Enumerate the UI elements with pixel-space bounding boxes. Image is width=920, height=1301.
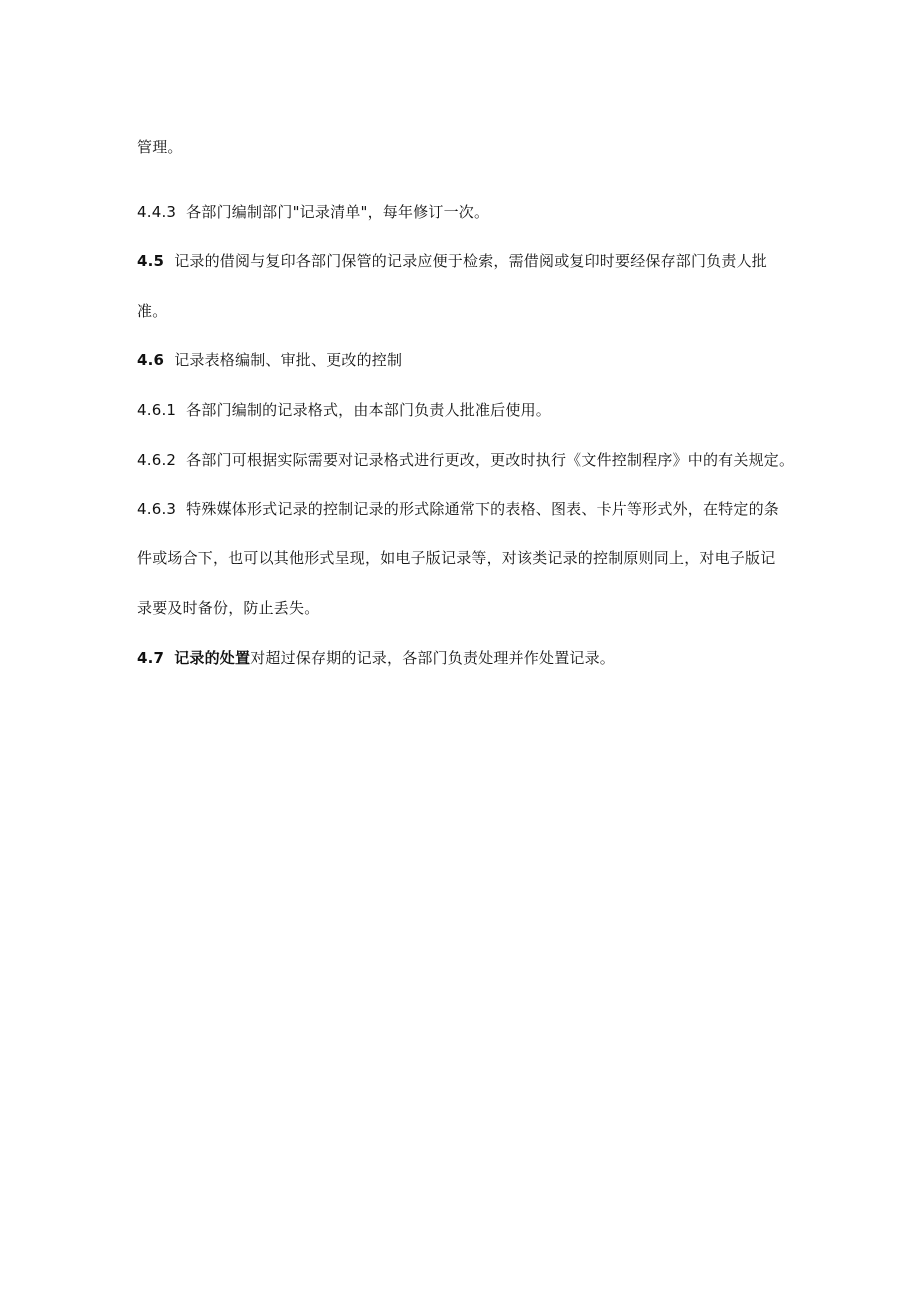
section-4-6 bbox=[137, 349, 797, 371]
section-number: 4.6.3 bbox=[137, 500, 177, 518]
section-4-5 bbox=[137, 250, 797, 272]
section-text: 各部门可根据实际需要对记录格式进行更改，更改时执行《文件控制程序》中的有关规定。 bbox=[186, 451, 795, 469]
line-text: 录要及时备份，防止丢失。 bbox=[137, 599, 320, 617]
line-text: 管理。 bbox=[137, 138, 183, 156]
section-text: 各部门编制部门"记录清单"，每年修订一次。 bbox=[186, 203, 490, 221]
section-number: 4.6.1 bbox=[137, 401, 177, 419]
text-line bbox=[137, 300, 797, 322]
section-4-6-3 bbox=[137, 498, 797, 520]
text-line bbox=[137, 597, 797, 619]
text-line bbox=[137, 136, 797, 158]
section-4-7 bbox=[137, 647, 797, 669]
text-line bbox=[137, 547, 797, 569]
section-4-4-3 bbox=[137, 201, 797, 223]
section-number: 4.6 bbox=[137, 351, 165, 369]
section-number: 4.7 bbox=[137, 649, 165, 667]
line-text: 准。 bbox=[137, 302, 168, 320]
line-text: 件或场合下，也可以其他形式呈现，如电子版记录等，对该类记录的控制原则同上，对电子版记 bbox=[137, 549, 776, 567]
section-heading: 记录表格编制、审批、更改的控制 bbox=[174, 351, 403, 369]
section-4-6-1 bbox=[137, 399, 797, 421]
section-text: 记录的借阅与复印各部门保管的记录应便于检索，需借阅或复印时要经保存部门负责人批 bbox=[174, 252, 767, 270]
section-4-6-2 bbox=[137, 449, 797, 471]
section-text: 特殊媒体形式记录的控制记录的形式除通常下的表格、图表、卡片等形式外，在特定的条 bbox=[186, 500, 779, 518]
section-text: 各部门编制的记录格式，由本部门负责人批准后使用。 bbox=[186, 401, 551, 419]
section-number: 4.6.2 bbox=[137, 451, 177, 469]
section-number: 4.5 bbox=[137, 252, 165, 270]
section-heading: 记录的处置 bbox=[174, 649, 251, 667]
section-number: 4.4.3 bbox=[137, 203, 177, 221]
section-text: 对超过保存期的记录，各部门负责处理并作处置记录。 bbox=[250, 649, 616, 667]
